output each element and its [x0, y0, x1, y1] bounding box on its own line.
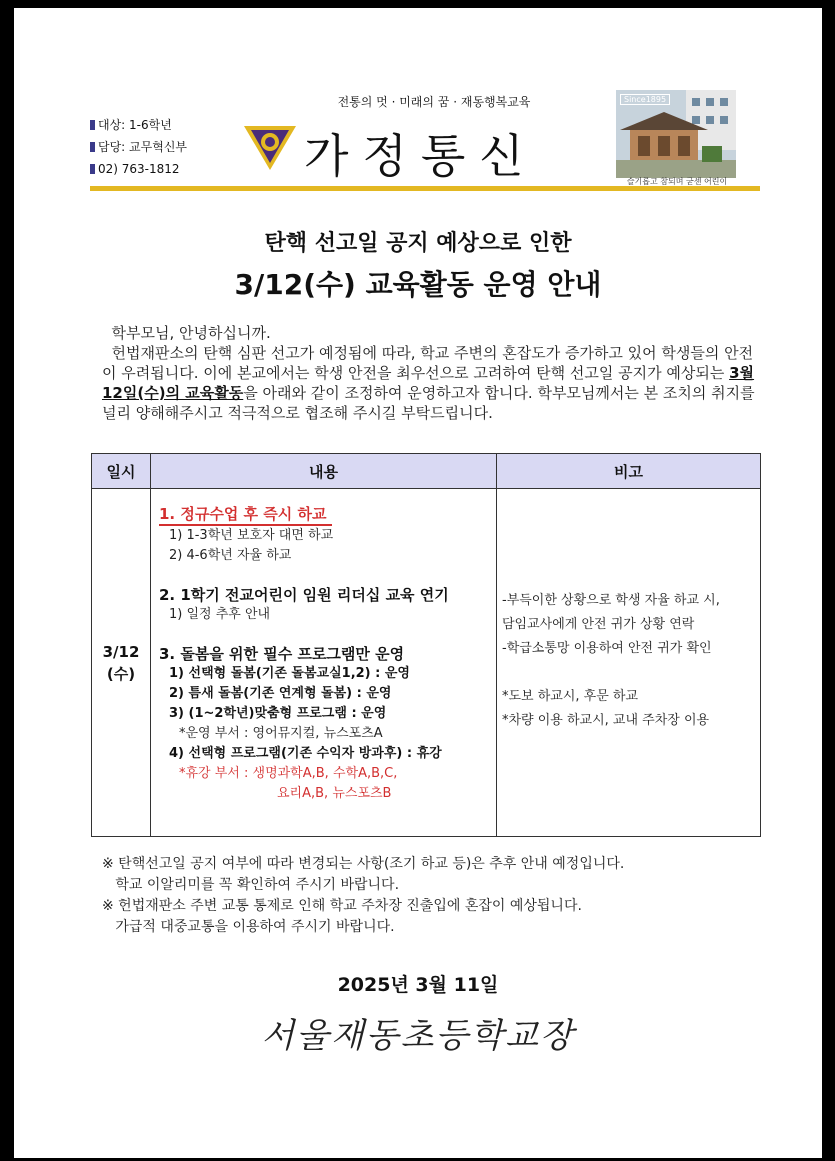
header-divider: [90, 186, 760, 191]
table-row: [92, 489, 761, 837]
header-meta: [90, 114, 187, 180]
remark-item: *차량 이용 하교시, 교내 주차장 이용: [502, 713, 710, 728]
intro-body: 헌법재판소의 탄핵 심판 선고가 예정됨에 따라, 학교 주변의 혼잡도가 증가하고 있어 학생들의 안전이 우려됩니다. 이에 본교에서는 학생 안전을 최우선으로 고려하여 탄핵 선고일 공지가 예상되는 3월 12일(수)의 교육활동을 아래와 같이 조정하여 운영하고자 합니다. 학부모님께서는 본 조치의 취지를 널리 양해해주시고 적극적으로 협조해 주시길 부탁드립니다.: [102, 344, 755, 422]
header-content: 내용: [151, 454, 497, 489]
remark-item: 담임교사에게 안전 귀가 상황 연락: [502, 617, 695, 632]
list-item: 1) 1-3학년 보호자 대면 하교: [169, 528, 334, 543]
issue-date: 2025년 3월 11일: [337, 974, 499, 996]
photo-caption: 슬기롭고 참되며 굳센 어린이: [626, 177, 728, 186]
footnote-2: ※ 헌법재판소 주변 교통 통제로 인해 학교 주차장 진출입에 혼잡이 예상됩니다.: [102, 898, 582, 914]
schedule-content: [151, 489, 497, 837]
header-remarks: 비고: [497, 454, 761, 489]
meta-department: 담당: 교무혁신부: [90, 136, 187, 158]
schedule-table: [91, 453, 761, 837]
notice-page: [14, 8, 822, 1158]
list-item: 4) 선택형 프로그램(기존 수익자 방과후) : 휴강: [169, 746, 442, 761]
photo-since-badge: Since1895: [620, 94, 670, 105]
remark-item: -학급소통망 이용하여 안전 귀가 확인: [502, 641, 712, 656]
footnote-2-cont: 가급적 대중교통을 이용하여 주시기 바랍니다.: [115, 919, 395, 935]
section-3-title: 3. 돌봄을 위한 필수 프로그램만 운영: [159, 645, 405, 663]
section-1-title: 1. 정규수업 후 즉시 하교: [159, 503, 496, 526]
meta-phone: 02) 763-1812: [90, 158, 187, 180]
list-item: 2) 4-6학년 자율 하교: [169, 548, 292, 563]
footnote-1: ※ 탄핵선고일 공지 여부에 따라 변경되는 사항(조기 하교 등)은 추후 안내 예정입니다.: [102, 856, 625, 872]
intro-highlight: 3월 12일(수)의 교육활동: [102, 364, 755, 402]
header-slogan: 전통의 멋 · 미래의 꿈 · 재동행복교육: [337, 95, 531, 109]
list-item: 3) (1~2학년)맞춤형 프로그램 : 운영: [169, 706, 387, 721]
footnote-1-cont: 학교 이알리미를 꼭 확인하여 주시기 바랍니다.: [115, 877, 400, 893]
list-item: *운영 부서 : 영어뮤지컬, 뉴스포츠A: [179, 726, 383, 741]
schedule-date: 3/12 (수): [92, 489, 151, 837]
intro-greeting: 학부모님, 안녕하십니까.: [111, 324, 271, 342]
list-item: *휴강 부서 : 생명과학A,B, 수학A,B,C,: [179, 766, 398, 781]
list-item: 1) 선택형 돌봄(기존 돌봄교실1,2) : 운영: [169, 666, 410, 681]
table-header-row: [92, 454, 761, 489]
header-date: 일시: [92, 454, 151, 489]
footnotes: [102, 854, 782, 938]
meta-target: 대상: 1-6학년: [90, 114, 187, 136]
remark-item: -부득이한 상황으로 학생 자율 하교 시,: [502, 593, 720, 608]
list-item: 1) 일정 추후 안내: [169, 607, 271, 622]
list-item: 요리A,B, 뉴스포츠B: [277, 786, 392, 801]
notice-title-line1: 탄핵 선고일 공지 예상으로 인한: [264, 231, 572, 256]
schedule-remarks: [497, 489, 761, 837]
newsletter-title: 가정통신: [304, 129, 538, 183]
intro-text: [102, 323, 762, 423]
section-2-title: 2. 1학기 전교어린이 임원 리더십 교육 연기: [159, 586, 449, 604]
notice-title-line2: 3/12(수) 교육활동 운영 안내: [234, 268, 602, 301]
school-emblem-icon: [242, 118, 298, 174]
list-item: 2) 틈새 돌봄(기존 연계형 돌봄) : 운영: [169, 686, 392, 701]
remark-item: *도보 하교시, 후문 하교: [502, 689, 639, 704]
remark-spacer: [502, 661, 760, 685]
principal-signature: 서울재동초등학교장: [261, 1016, 575, 1056]
